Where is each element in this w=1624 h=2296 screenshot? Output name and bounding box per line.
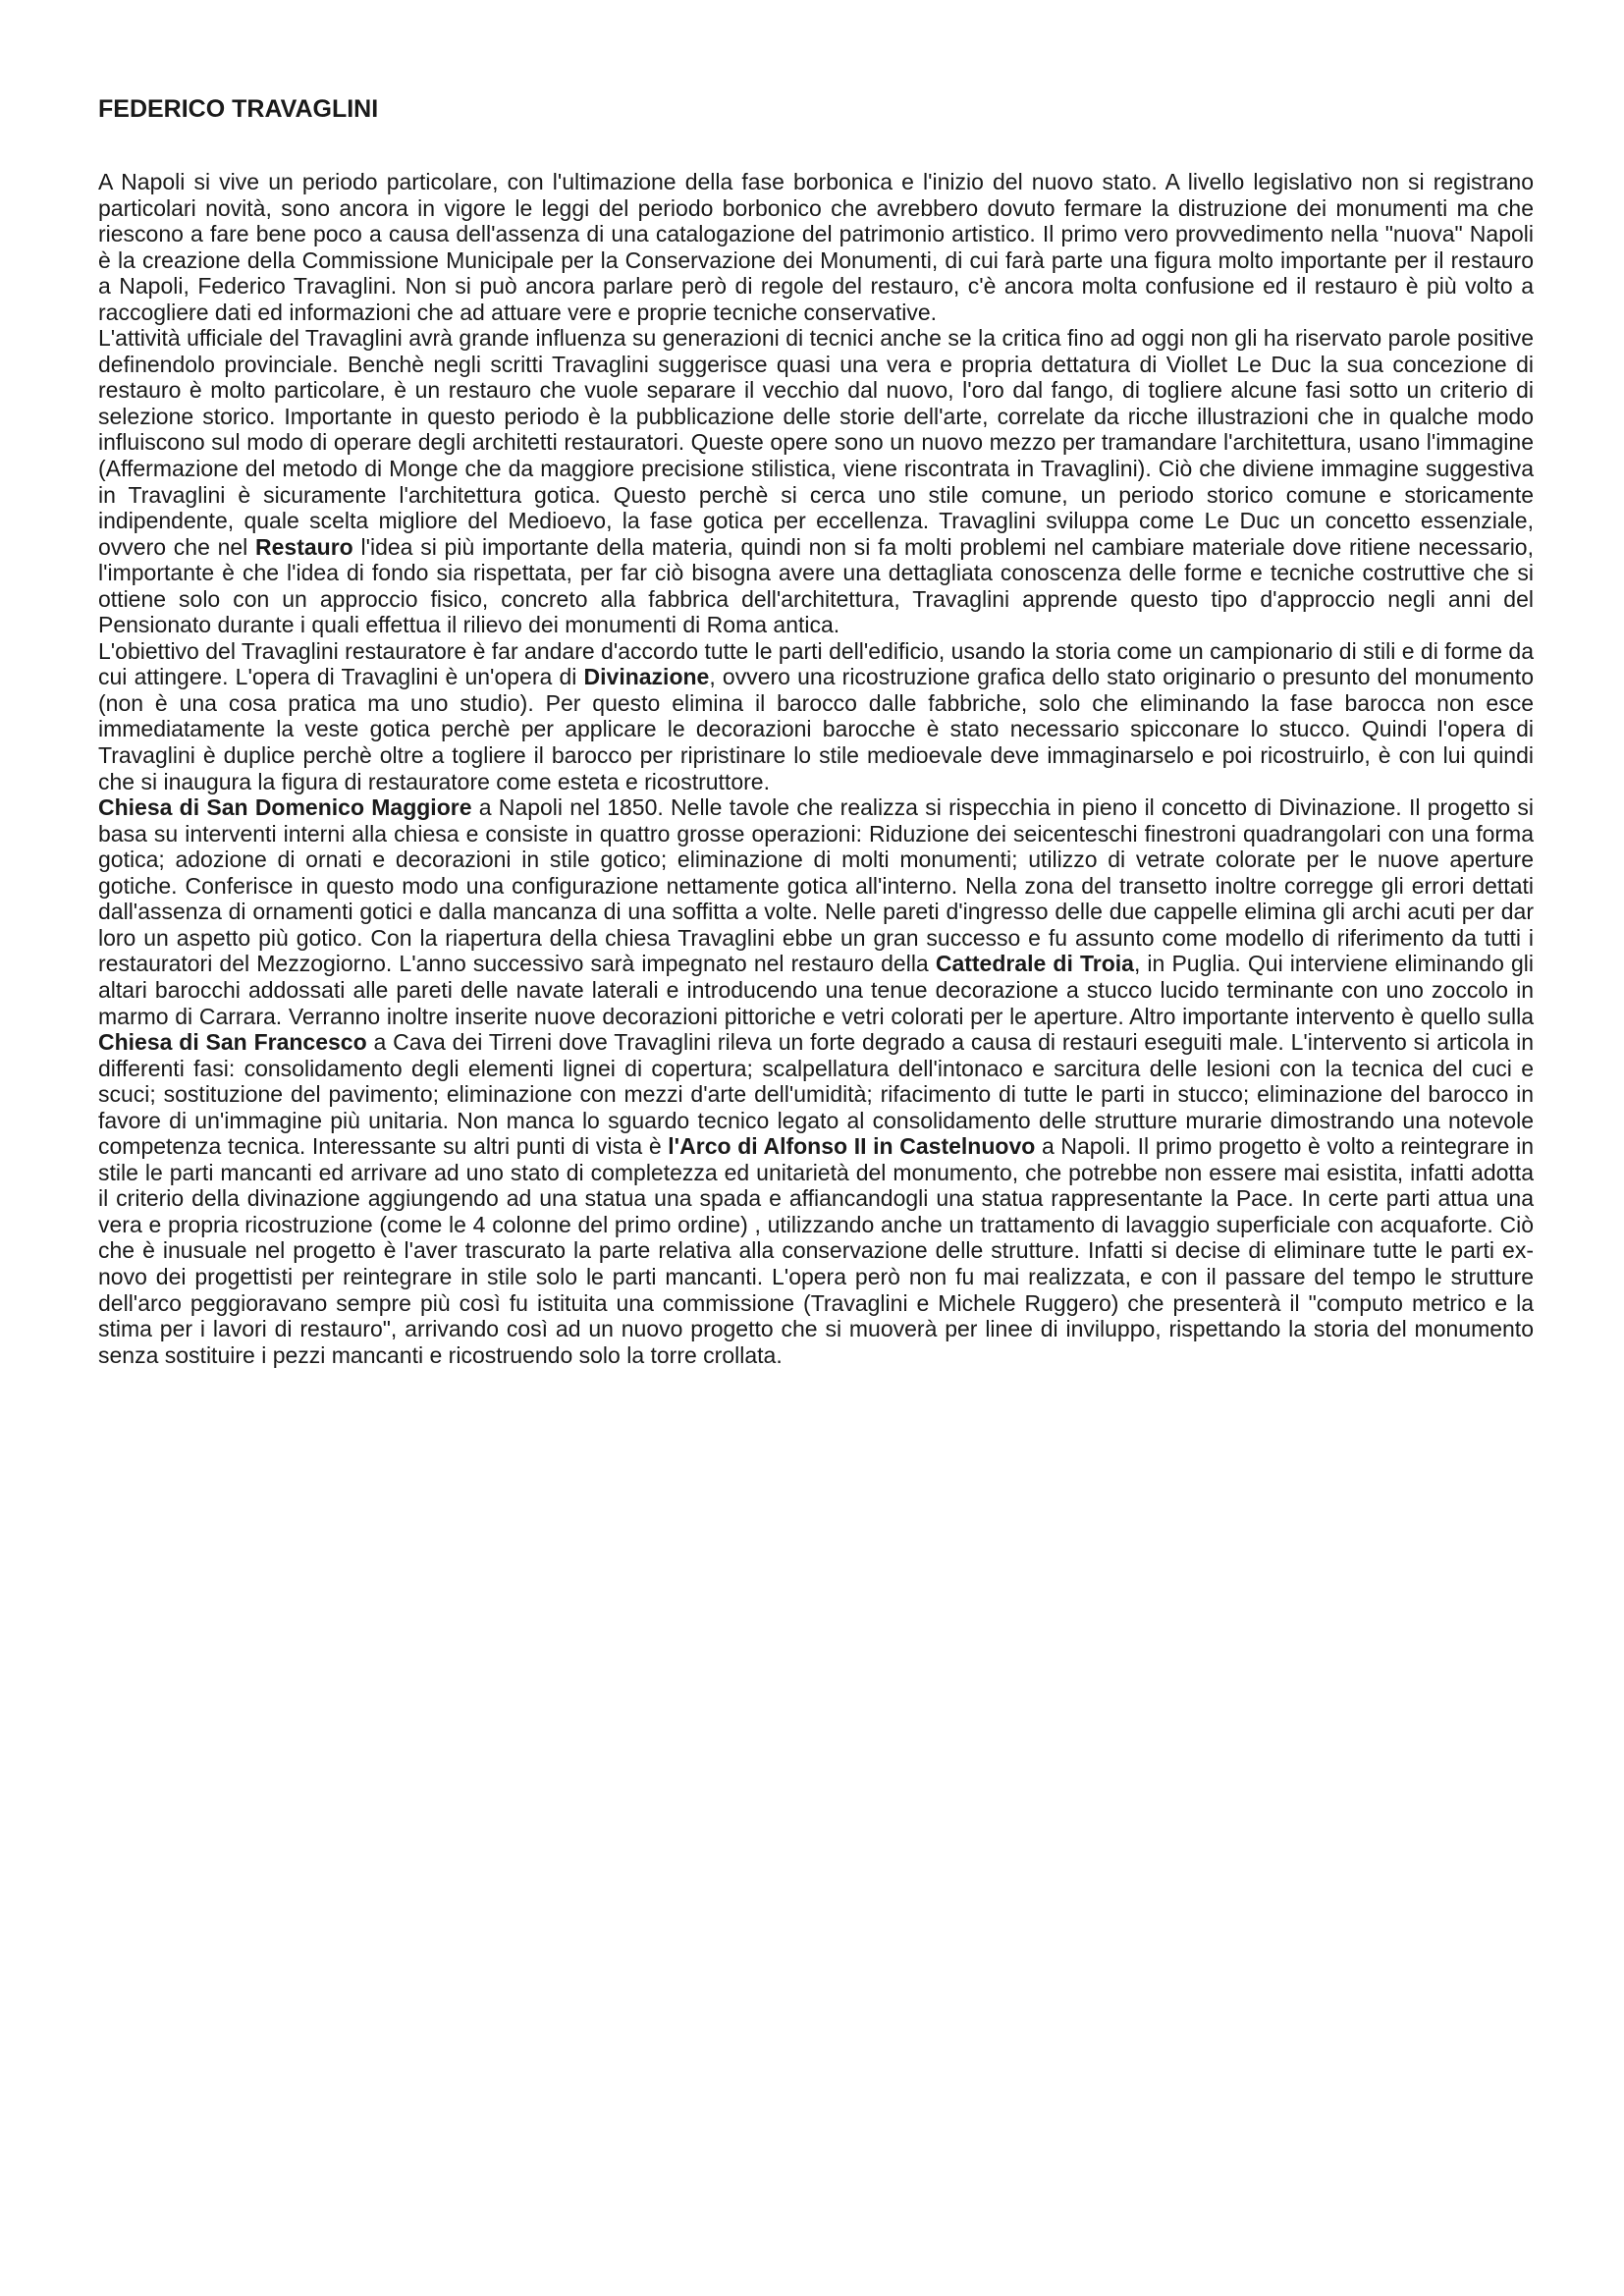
paragraph: [98, 325, 1534, 638]
bold-text: Restauro: [255, 533, 353, 560]
text-run: L'attività ufficiale del Travaglini avrà grande influenza su generazioni di tecnici anche se la critica fino ad oggi non gli ha riservato parole positive definendolo provinciale. Benchè negli scritti Travaglini suggerisce quasi una vera e propria dettatura di Viollet Le Duc la sua concezione di restauro è molto particolare, è un restauro che vuole separare il vecchio dal nuovo, l'oro dal fango, di togliere alcune fasi sotto un criterio di selezione storico. Importante in questo periodo è la pubblicazione delle storie dell'arte, correlate da ricche illustrazioni che in qualche modo influiscono sul modo di operare degli architetti restauratori. Queste opere sono un nuovo mezzo per tramandare l'architettura, usano l'immagine (Affermazione del metodo di Monge che da maggiore precisione stilistica, viene riscontrata in Travaglini). Ciò che diviene immagine suggestiva in Travaglini è sicuramente l'architettura gotica. Questo perchè si cerca uno stile comune, un periodo storico comune e storicamente indipendente, quale scelta migliore del Medioevo, la fase gotica per eccellenza. Travaglini sviluppa come Le Duc un concetto essenziale, ovvero che nel: [98, 325, 1534, 560]
text-run: l'idea si più importante della materia, quindi non si fa molti problemi nel cambiare materiale dove ritiene necessario, l'importante è che l'idea di fondo sia rispettata, per far ciò bisogna avere una dettagliata conoscenza delle forme e tecniche costruttive che si ottiene solo con un approccio fisico, concreto alla fabbrica dell'architettura, Travaglini apprende questo tipo d'approccio negli anni del Pensionato durante i quali effettua il rilievo dei monumenti di Roma antica.: [98, 533, 1534, 638]
text-run: A Napoli si vive un periodo particolare, con l'ultimazione della fase borbonica e l'inizio del nuovo stato. A livello legislativo non si registrano particolari novità, sono ancora in vigore le leggi del periodo borbonico che avrebbero dovuto fermare la distruzione dei monumenti ma che riescono a fare bene poco a causa dell'assenza di una catalogazione del patrimonio artistico. Il primo vero provvedimento nella "nuova" Napoli è la creazione della Commissione Municipale per la Conservazione dei Monumenti, di cui farà parte una figura molto importante per il restauro a Napoli, Federico Travaglini. Non si può ancora parlare però di regole del restauro, c'è ancora molta confusione ed il restauro è più volto a raccogliere dati ed informazioni che ad attuare vere e proprie tecniche conservative.: [98, 169, 1534, 325]
bold-text: l'Arco di Alfonso II in Castelnuovo: [668, 1133, 1036, 1160]
text-run: a Napoli. Il primo progetto è volto a reintegrare in stile le parti mancanti ed arrivare ad uno stato di completezza ed unitarietà del monumento, che potrebbe non essere mai esistita, infatti adotta il criterio della divinazione aggiungendo ad una statua una spada e affiancandogli una statua rappresentante la Pace. In certe parti attua una vera e propria ricostruzione (come le 4 colonne del primo ordine) , utilizzando anche un trattamento di lavaggio superficiale con acquaforte. Ciò che è inusuale nel progetto è l'aver trascurato la parte relativa alla conservazione delle strutture. Infatti si decise di eliminare tutte le parti ex-novo dei progettisti per reintegrare in stile solo le parti mancanti. L'opera però non fu mai realizzata, e con il passare del tempo le strutture dell'arco peggioravano sempre più così fu istituita una commissione (Travaglini e Michele Ruggero) che presenterà il "computo metrico e la stima per i lavori di restauro", arrivando così ad un nuovo progetto che si muoverà per linee di inviluppo, rispettando la storia del monumento senza sostituire i pezzi mancanti e ricostruendo solo la torre crollata.: [98, 1133, 1534, 1368]
text-run: L'obiettivo del Travaglini restauratore è far andare d'accordo tutte le parti dell'edificio, usando la storia come un campionario di stili e di forme da cui attingere. L'opera di Travaglini è un'opera di: [98, 637, 1534, 690]
text-run: , in Puglia. Qui interviene eliminando gli altari barocchi addossati alle pareti delle navate laterali e introducendo una tenue decorazione a stucco lucido terminante con uno zoccolo in marmo di Carrara. Verranno inoltre inserite nuove decorazioni pittoriche e vetri colorati per le aperture. Altro importante intervento è quello sulla: [98, 951, 1534, 1029]
bold-text: Chiesa di San Domenico Maggiore: [98, 794, 472, 821]
paragraph: [98, 169, 1534, 325]
document-title: FEDERICO TRAVAGLINI: [98, 95, 379, 123]
text-run: a Napoli nel 1850. Nelle tavole che realizza si rispecchia in pieno il concetto di Divinazione. Il progetto si basa su interventi interni alla chiesa e consiste in quattro grosse operazioni: Riduzione dei seicenteschi finestroni quadrangolari con una forma gotica; adozione di ornati e decorazioni in stile gotico; eliminazione di molti monumenti; utilizzo di vetrate colorate per le nuove aperture gotiche. Conferisce in questo modo una configurazione nettamente gotica all'interno. Nella zona del transetto inoltre corregge gli errori dettati dall'assenza di ornamenti gotici e dalla mancanza di una soffitta a volte. Nelle pareti d'ingresso delle due cappelle elimina gli archi acuti per dar loro un aspetto più gotico. Con la riapertura della chiesa Travaglini ebbe un gran successo e fu assunto come modello di riferimento da tutti i restauratori del Mezzogiorno. L'anno successivo sarà impegnato nel restauro della: [98, 794, 1534, 977]
paragraph: [98, 794, 1534, 1368]
text-run: , ovvero una ricostruzione grafica dello stato originario o presunto del monumento (non è una cosa pratica ma uno studio). Per questo elimina il barocco dalle fabbriche, solo che eliminando la fase barocca non esce immediatamente la veste gotica perchè per applicare le decorazioni barocche è stato necessario spicconare lo stucco. Quindi l'opera di Travaglini è duplice perchè oltre a togliere il barocco per ripristinare lo stile medioevale deve immaginarselo e poi ricostruirlo, è con lui quindi che si inaugura la figura di restauratore come esteta e ricostruttore.: [98, 664, 1534, 794]
document-body: [98, 169, 1534, 1368]
bold-text: Divinazione: [583, 664, 710, 690]
paragraph: [98, 638, 1534, 794]
text-run: a Cava dei Tirreni dove Travaglini rileva un forte degrado a causa di restauri eseguiti male. L'intervento si articola in differenti fasi: consolidamento degli elementi lignei di copertura; scalpellatura dell'intonaco e sarcitura delle lesioni con la tecnica del cuci e scuci; sostituzione del pavimento; eliminazione con mezzi d'arte dell'umidità; rifacimento di tutte le parti in stucco; eliminazione del barocco in favore di un'immagine più unitaria. Non manca lo sguardo tecnico legato al consolidamento delle strutture murarie dimostrando una notevole competenza tecnica. Interessante su altri punti di vista è: [98, 1029, 1534, 1160]
bold-text: Chiesa di San Francesco: [98, 1029, 367, 1056]
bold-text: Cattedrale di Troia: [935, 951, 1134, 977]
